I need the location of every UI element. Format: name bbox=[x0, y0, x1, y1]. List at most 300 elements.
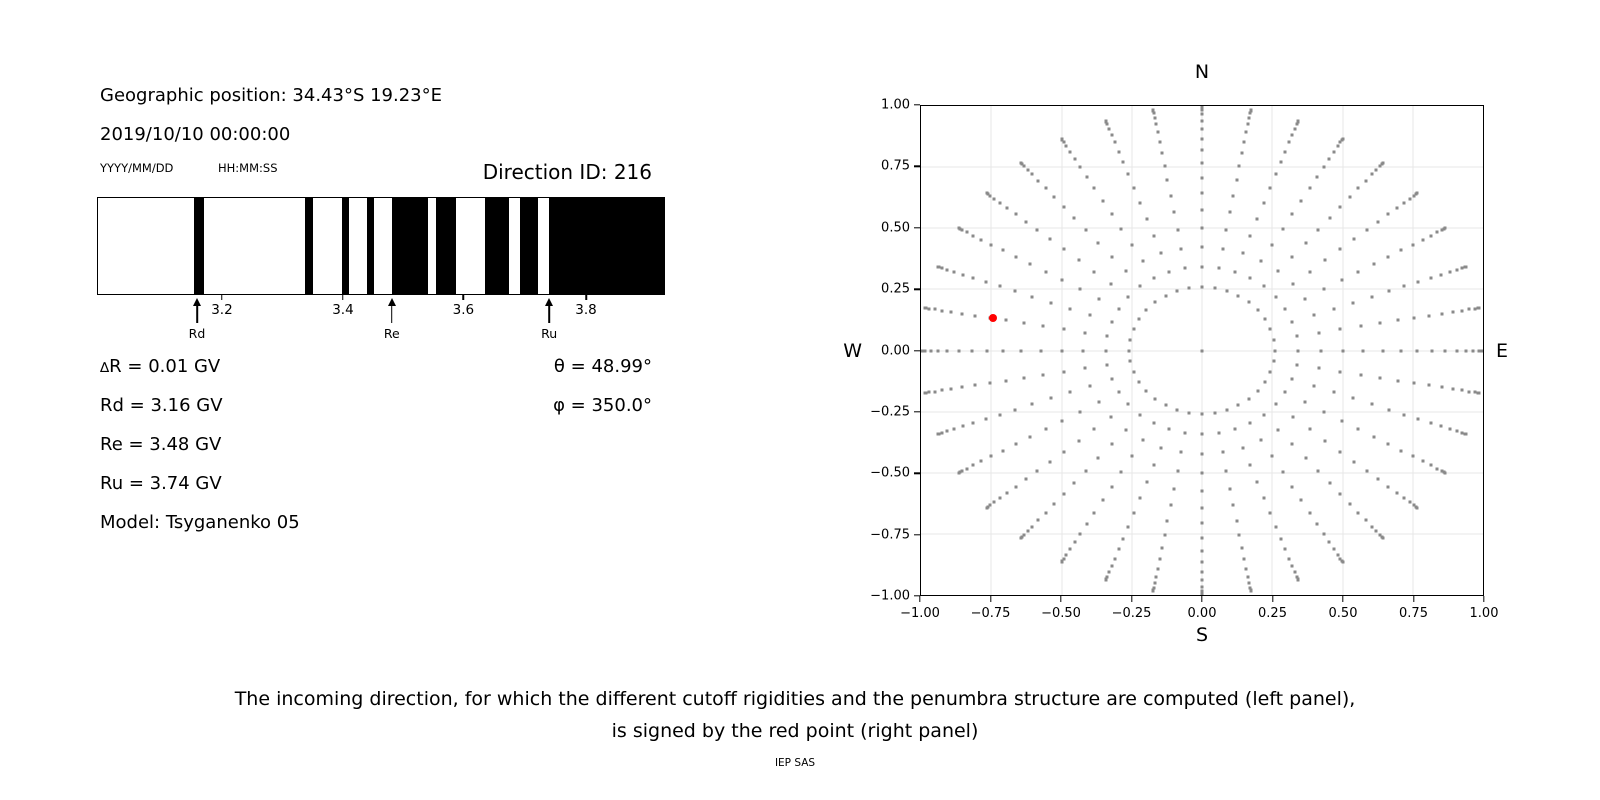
scatter-dot bbox=[1370, 525, 1373, 528]
scatter-dot bbox=[1089, 314, 1092, 317]
x-axis-tick-label: −0.25 bbox=[1111, 606, 1152, 621]
stat-phi: φ = 350.0° bbox=[553, 395, 652, 416]
scatter-dot bbox=[936, 349, 939, 352]
scatter-dot bbox=[1436, 467, 1439, 470]
scatter-dot bbox=[1201, 506, 1204, 509]
scatter-dot bbox=[1352, 301, 1355, 304]
scatter-dot bbox=[985, 349, 988, 352]
scatter-dot bbox=[1272, 338, 1275, 341]
scatter-dot bbox=[1262, 285, 1265, 288]
scatter-dot bbox=[1213, 287, 1216, 290]
scatter-dot bbox=[1049, 397, 1052, 400]
scatter-dot bbox=[1353, 460, 1356, 463]
scatter-dot bbox=[1089, 384, 1092, 387]
scatter-dot bbox=[1079, 288, 1082, 291]
scatter-dot bbox=[1291, 378, 1294, 381]
scatter-dot bbox=[1073, 157, 1076, 160]
scatter-dot bbox=[1108, 127, 1111, 130]
compass-south: S bbox=[1195, 624, 1209, 646]
scatter-dot bbox=[1235, 519, 1238, 522]
scatter-dot bbox=[1127, 525, 1130, 528]
scatter-dot bbox=[1145, 217, 1148, 220]
scatter-dot bbox=[1201, 489, 1204, 492]
scatter-dot bbox=[1237, 294, 1240, 297]
scatter-dot bbox=[1005, 491, 1008, 494]
scatter-dot bbox=[1263, 317, 1266, 320]
scatter-dot bbox=[1048, 238, 1051, 241]
scatter-dot bbox=[1077, 439, 1080, 442]
scatter-dot bbox=[1160, 252, 1163, 255]
scatter-dot bbox=[1152, 464, 1155, 467]
scatter-dot bbox=[1028, 435, 1031, 438]
scatter-dot bbox=[1201, 471, 1204, 474]
axis-tick bbox=[585, 295, 587, 300]
scatter-dot bbox=[1184, 431, 1187, 434]
scatter-dot bbox=[1153, 582, 1156, 585]
scatter-dot bbox=[998, 413, 1001, 416]
scatter-dot bbox=[1328, 217, 1331, 220]
scatter-dot bbox=[1240, 152, 1243, 155]
scatter-dot bbox=[1403, 201, 1406, 204]
scatter-dot bbox=[1201, 349, 1204, 352]
penumbra-forbidden-band bbox=[485, 198, 510, 294]
scatter-dot bbox=[1139, 497, 1142, 500]
scatter-dot bbox=[1068, 391, 1071, 394]
marker-arrow-label: Ru bbox=[541, 326, 558, 341]
penumbra-plot bbox=[97, 197, 665, 295]
scatter-dot bbox=[1260, 438, 1263, 441]
scatter-dot bbox=[1281, 228, 1284, 231]
scatter-dot bbox=[1122, 161, 1125, 164]
y-axis-tick-label: −0.50 bbox=[870, 465, 910, 481]
scatter-dot bbox=[1117, 548, 1120, 551]
scatter-dot bbox=[1381, 162, 1384, 165]
scatter-dot bbox=[1145, 390, 1148, 393]
scatter-dot bbox=[1106, 334, 1109, 337]
scatter-dot bbox=[993, 197, 996, 200]
scatter-dot bbox=[1324, 259, 1327, 262]
scatter-dot bbox=[1062, 492, 1065, 495]
scatter-dot bbox=[1060, 137, 1063, 140]
scatter-dot bbox=[1482, 349, 1485, 352]
scatter-dot bbox=[1256, 390, 1259, 393]
scatter-dot bbox=[1221, 451, 1224, 454]
x-axis-tick-label: 0.50 bbox=[1328, 606, 1358, 621]
scatter-dot bbox=[1001, 249, 1004, 252]
scatter-dot bbox=[1173, 211, 1176, 214]
scatter-dot bbox=[1357, 428, 1360, 431]
scatter-dot bbox=[1232, 194, 1235, 197]
scatter-dot bbox=[965, 231, 968, 234]
scatter-dot bbox=[1127, 295, 1130, 298]
scatter-dot bbox=[1061, 279, 1064, 282]
scatter-dot bbox=[1339, 450, 1342, 453]
scatter-dot bbox=[946, 349, 949, 352]
scatter-dot bbox=[1225, 469, 1228, 472]
scatter-dot bbox=[1132, 327, 1135, 330]
scatter-dot bbox=[1233, 428, 1236, 431]
scatter-dot bbox=[1262, 201, 1265, 204]
scatter-dot bbox=[1271, 243, 1274, 246]
scatter-dot bbox=[1317, 331, 1320, 334]
scatter-dot bbox=[1061, 419, 1064, 422]
scatter-dot bbox=[1288, 557, 1291, 560]
scatter-dot bbox=[1444, 227, 1447, 230]
scatter-dot bbox=[924, 307, 927, 310]
scatter-dot bbox=[957, 349, 960, 352]
scatter-dot bbox=[1303, 401, 1306, 404]
scatter-dot bbox=[1246, 575, 1249, 578]
scatter-dot bbox=[1440, 386, 1443, 389]
scatter-dot bbox=[1217, 267, 1220, 270]
scatter-dot bbox=[1308, 511, 1311, 514]
scatter-dot bbox=[1312, 314, 1315, 317]
scatter-dot bbox=[1014, 255, 1017, 258]
scatter-dot bbox=[1324, 439, 1327, 442]
scatter-dot bbox=[1201, 286, 1204, 289]
scatter-dot bbox=[1026, 168, 1029, 171]
scatter-dot bbox=[1373, 263, 1376, 266]
scatter-dot bbox=[1138, 381, 1141, 384]
scatter-dot bbox=[1308, 428, 1311, 431]
scatter-dot bbox=[940, 309, 943, 312]
scatter-dot bbox=[1228, 487, 1231, 490]
scatter-dot bbox=[1387, 485, 1390, 488]
scatter-dot bbox=[1117, 150, 1120, 153]
scatter-dot bbox=[1201, 209, 1204, 212]
scatter-dot bbox=[1113, 141, 1116, 144]
scatter-dot bbox=[928, 307, 931, 310]
scatter-dot bbox=[1201, 522, 1204, 525]
scatter-dot bbox=[1085, 176, 1088, 179]
scatter-dot bbox=[1268, 511, 1271, 514]
scatter-dot bbox=[1417, 280, 1420, 283]
scatter-dot bbox=[1014, 213, 1017, 216]
x-axis-tick-label: −1.00 bbox=[900, 606, 940, 621]
scatter-dot bbox=[1084, 469, 1087, 472]
scatter-dot bbox=[1037, 179, 1040, 182]
penumbra-forbidden-band bbox=[549, 198, 664, 294]
scatter-dot bbox=[1396, 207, 1399, 210]
scatter-dot bbox=[1247, 397, 1250, 400]
scatter-dot bbox=[1235, 179, 1238, 182]
scatter-dot bbox=[1201, 137, 1204, 140]
scatter-dot bbox=[1429, 464, 1432, 467]
scatter-dot bbox=[1201, 192, 1204, 195]
scatter-dot bbox=[1168, 270, 1171, 273]
scatter-dot bbox=[1184, 267, 1187, 270]
scatter-dot bbox=[1221, 247, 1224, 250]
scatter-dot bbox=[1065, 144, 1068, 147]
scatter-dot bbox=[1201, 105, 1204, 108]
scatter-dot bbox=[1316, 522, 1319, 525]
scatter-dot bbox=[1387, 290, 1390, 293]
scatter-dot bbox=[1201, 594, 1204, 597]
axis-tick bbox=[342, 295, 344, 300]
scatter-dot bbox=[1201, 119, 1204, 122]
scatter-dot bbox=[1130, 455, 1133, 458]
scatter-dot bbox=[1104, 349, 1107, 352]
scatter-dot bbox=[1408, 197, 1411, 200]
scatter-dot bbox=[1291, 213, 1294, 216]
scatter-dot bbox=[1308, 187, 1311, 190]
axis-tick-label: 3.4 bbox=[332, 302, 354, 318]
x-axis-tick-label: 0.00 bbox=[1187, 606, 1217, 621]
scatter-dot bbox=[1158, 558, 1161, 561]
scatter-dot bbox=[1468, 308, 1471, 311]
scatter-dot bbox=[1421, 238, 1424, 241]
scatter-dot bbox=[1077, 259, 1080, 262]
scatter-dot bbox=[1451, 311, 1454, 314]
scatter-dot bbox=[1201, 452, 1204, 455]
scatter-dot bbox=[936, 265, 939, 268]
scatter-dot bbox=[1110, 283, 1113, 286]
scatter-dot bbox=[1256, 481, 1259, 484]
scatter-dot bbox=[1249, 234, 1252, 237]
scatter-dot bbox=[1155, 575, 1158, 578]
scatter-dot bbox=[1429, 234, 1432, 237]
scatter-dot bbox=[1160, 446, 1163, 449]
scatter-dot bbox=[1044, 428, 1047, 431]
marker-arrow-stem bbox=[548, 305, 550, 323]
scatter-dot bbox=[940, 267, 943, 270]
scatter-dot bbox=[1101, 499, 1104, 502]
scatter-dot bbox=[1431, 349, 1434, 352]
scatter-dot bbox=[1073, 481, 1076, 484]
scatter-dot bbox=[1333, 307, 1336, 310]
scatter-dot bbox=[1238, 533, 1241, 536]
scatter-dot bbox=[1246, 123, 1249, 126]
x-axis-tick bbox=[1060, 596, 1061, 602]
scatter-dot bbox=[1357, 270, 1360, 273]
scatter-dot bbox=[1113, 557, 1116, 560]
scatter-dot bbox=[1130, 243, 1133, 246]
geographic-position: Geographic position: 34.43°S 19.23°E bbox=[100, 85, 443, 106]
scatter-dot bbox=[1436, 231, 1439, 234]
scatter-dot bbox=[1201, 149, 1204, 152]
scatter-dot bbox=[1370, 295, 1373, 298]
penumbra-axis bbox=[97, 295, 665, 355]
scatter-dot bbox=[1339, 206, 1342, 209]
date-format-hint: YYYY/MM/DD bbox=[100, 161, 174, 175]
stat-theta: θ = 48.99° bbox=[553, 356, 652, 377]
scatter-dot bbox=[1141, 438, 1144, 441]
scatter-dot bbox=[1477, 307, 1480, 310]
scatter-dot bbox=[1120, 228, 1123, 231]
x-axis-tick bbox=[1483, 596, 1484, 602]
scatter-dot bbox=[1128, 349, 1131, 352]
scatter-dot bbox=[1317, 229, 1320, 232]
scatter-dot bbox=[1138, 317, 1141, 320]
scatter-dot bbox=[1444, 349, 1447, 352]
scatter-dot bbox=[1122, 537, 1125, 540]
scatter-dot bbox=[1201, 265, 1204, 268]
scatter-dot bbox=[1249, 590, 1252, 593]
scatter-dot bbox=[1303, 297, 1306, 300]
penumbra-forbidden-band bbox=[436, 198, 456, 294]
scatter-dot bbox=[1291, 485, 1294, 488]
scatter-dot bbox=[1421, 460, 1424, 463]
scatter-dot bbox=[1002, 349, 1005, 352]
scatter-dot bbox=[1176, 469, 1179, 472]
scatter-dot bbox=[1082, 349, 1085, 352]
scatter-dot bbox=[1256, 217, 1259, 220]
x-axis-tick-label: 0.75 bbox=[1399, 606, 1428, 621]
scatter-dot bbox=[1001, 449, 1004, 452]
scatter-dot bbox=[998, 201, 1001, 204]
scatter-dot bbox=[972, 277, 975, 280]
scatter-dot bbox=[1370, 403, 1373, 406]
scatter-dot bbox=[1359, 325, 1362, 328]
grid-line-vertical bbox=[1412, 106, 1413, 595]
scatter-dot bbox=[1308, 270, 1311, 273]
scatter-dot bbox=[1201, 412, 1204, 415]
scatter-dot bbox=[1060, 349, 1063, 352]
scatter-dot bbox=[1155, 123, 1158, 126]
scatter-dot bbox=[1411, 243, 1414, 246]
marker-arrow-label: Rd bbox=[188, 326, 206, 341]
scatter-dot bbox=[1272, 360, 1275, 363]
scatter-dot bbox=[1233, 270, 1236, 273]
scatter-dot bbox=[1339, 248, 1342, 251]
scatter-dot bbox=[1044, 270, 1047, 273]
scatter-dot bbox=[1005, 207, 1008, 210]
scatter-dot bbox=[1333, 548, 1336, 551]
scatter-dot bbox=[1277, 428, 1280, 431]
scatter-dot bbox=[1339, 492, 1342, 495]
scatter-dot bbox=[1068, 307, 1071, 310]
scatter-dot bbox=[1132, 371, 1135, 374]
scatter-dot bbox=[1161, 546, 1164, 549]
scatter-dot bbox=[1312, 384, 1315, 387]
scatter-dot bbox=[1429, 277, 1432, 280]
scatter-dot bbox=[990, 455, 993, 458]
scatter-dot bbox=[1444, 471, 1447, 474]
scatter-dot bbox=[1291, 133, 1294, 136]
grid-line-horizontal bbox=[921, 167, 1483, 168]
scatter-dot bbox=[1273, 349, 1276, 352]
scatter-dot bbox=[1044, 187, 1047, 190]
scatter-dot bbox=[1188, 411, 1191, 414]
scatter-dot bbox=[1201, 585, 1204, 588]
scatter-dot bbox=[1166, 179, 1169, 182]
scatter-dot bbox=[1412, 316, 1415, 319]
scatter-dot bbox=[1396, 491, 1399, 494]
scatter-dot bbox=[1249, 277, 1252, 280]
scatter-dot bbox=[1152, 590, 1155, 593]
scatter-dot bbox=[1291, 320, 1294, 323]
scatter-dot bbox=[1341, 349, 1344, 352]
scatter-dot bbox=[1263, 381, 1266, 384]
scatter-dot bbox=[1036, 469, 1039, 472]
scatter-dot bbox=[1297, 119, 1300, 122]
x-axis-tick-label: −0.75 bbox=[970, 606, 1011, 621]
scatter-dot bbox=[1176, 229, 1179, 232]
scatter-dot bbox=[1370, 173, 1373, 176]
scatter-dot bbox=[1028, 263, 1031, 266]
scatter-dot bbox=[929, 349, 932, 352]
scatter-dot bbox=[1093, 428, 1096, 431]
scatter-dot bbox=[1180, 247, 1183, 250]
scatter-dot bbox=[1427, 384, 1430, 387]
scatter-dot bbox=[965, 467, 968, 470]
scatter-dot bbox=[1201, 433, 1204, 436]
scatter-dot bbox=[985, 506, 988, 509]
scatter-dot bbox=[1364, 519, 1367, 522]
scatter-dot bbox=[936, 433, 939, 436]
scatter-dot bbox=[1062, 206, 1065, 209]
scatter-dot bbox=[1316, 176, 1319, 179]
axis-tick-label: 3.6 bbox=[452, 302, 475, 318]
scatter-dot bbox=[1249, 108, 1252, 111]
scatter-dot bbox=[1026, 530, 1029, 533]
caption-line-2: is signed by the red point (right panel) bbox=[611, 720, 979, 742]
scatter-dot bbox=[1161, 152, 1164, 155]
scatter-dot bbox=[1247, 301, 1250, 304]
scatter-dot bbox=[1152, 421, 1155, 424]
scatter-dot bbox=[1225, 229, 1228, 232]
scatter-dot bbox=[1387, 408, 1390, 411]
scatter-dot bbox=[1073, 541, 1076, 544]
scatter-dot bbox=[1357, 187, 1360, 190]
scatter-dot bbox=[1256, 308, 1259, 311]
scatter-dot bbox=[1427, 314, 1430, 317]
axis-tick-label: 3.8 bbox=[575, 302, 597, 318]
scatter-dot bbox=[1300, 199, 1303, 202]
scatter-dot bbox=[1168, 428, 1171, 431]
scatter-dot bbox=[1268, 187, 1271, 190]
scatter-dot bbox=[1110, 320, 1113, 323]
scatter-dot bbox=[1023, 322, 1026, 325]
scatter-dot bbox=[1201, 561, 1204, 564]
scatter-dot bbox=[1020, 536, 1023, 539]
scatter-dot bbox=[1291, 255, 1294, 258]
scatter-dot bbox=[1139, 201, 1142, 204]
delta-r-value: R = 0.01 GV bbox=[109, 356, 221, 377]
scatter-dot bbox=[1249, 421, 1252, 424]
scatter-dot bbox=[1249, 464, 1252, 467]
scatter-dot bbox=[1362, 349, 1365, 352]
scatter-dot bbox=[1238, 165, 1241, 168]
scatter-dot bbox=[945, 430, 948, 433]
scatter-dot bbox=[972, 421, 975, 424]
stat-ru: Ru = 3.74 GV bbox=[100, 473, 222, 494]
scatter-dot bbox=[1243, 558, 1246, 561]
scatter-dot bbox=[1156, 567, 1159, 570]
scatter-dot bbox=[1152, 277, 1155, 280]
scatter-dot bbox=[985, 192, 988, 195]
scatter-dot bbox=[1295, 364, 1298, 367]
y-axis-tick-label: −0.75 bbox=[870, 527, 910, 543]
direction-plot-area bbox=[920, 105, 1484, 596]
scatter-dot bbox=[1281, 470, 1284, 473]
scatter-dot bbox=[1228, 211, 1231, 214]
scatter-dot bbox=[1120, 470, 1123, 473]
scatter-dot bbox=[1279, 161, 1282, 164]
scatter-dot bbox=[1173, 487, 1176, 490]
scatter-dot bbox=[980, 460, 983, 463]
scatter-dot bbox=[1477, 391, 1480, 394]
scatter-dot bbox=[1005, 319, 1008, 322]
scatter-dot bbox=[1098, 401, 1101, 404]
scatter-dot bbox=[1455, 349, 1458, 352]
scatter-dot bbox=[1359, 373, 1362, 376]
scatter-dot bbox=[1068, 150, 1071, 153]
scatter-dot bbox=[1201, 162, 1204, 165]
scatter-dot bbox=[961, 469, 964, 472]
scatter-dot bbox=[993, 501, 996, 504]
penumbra-forbidden-band bbox=[367, 198, 374, 294]
